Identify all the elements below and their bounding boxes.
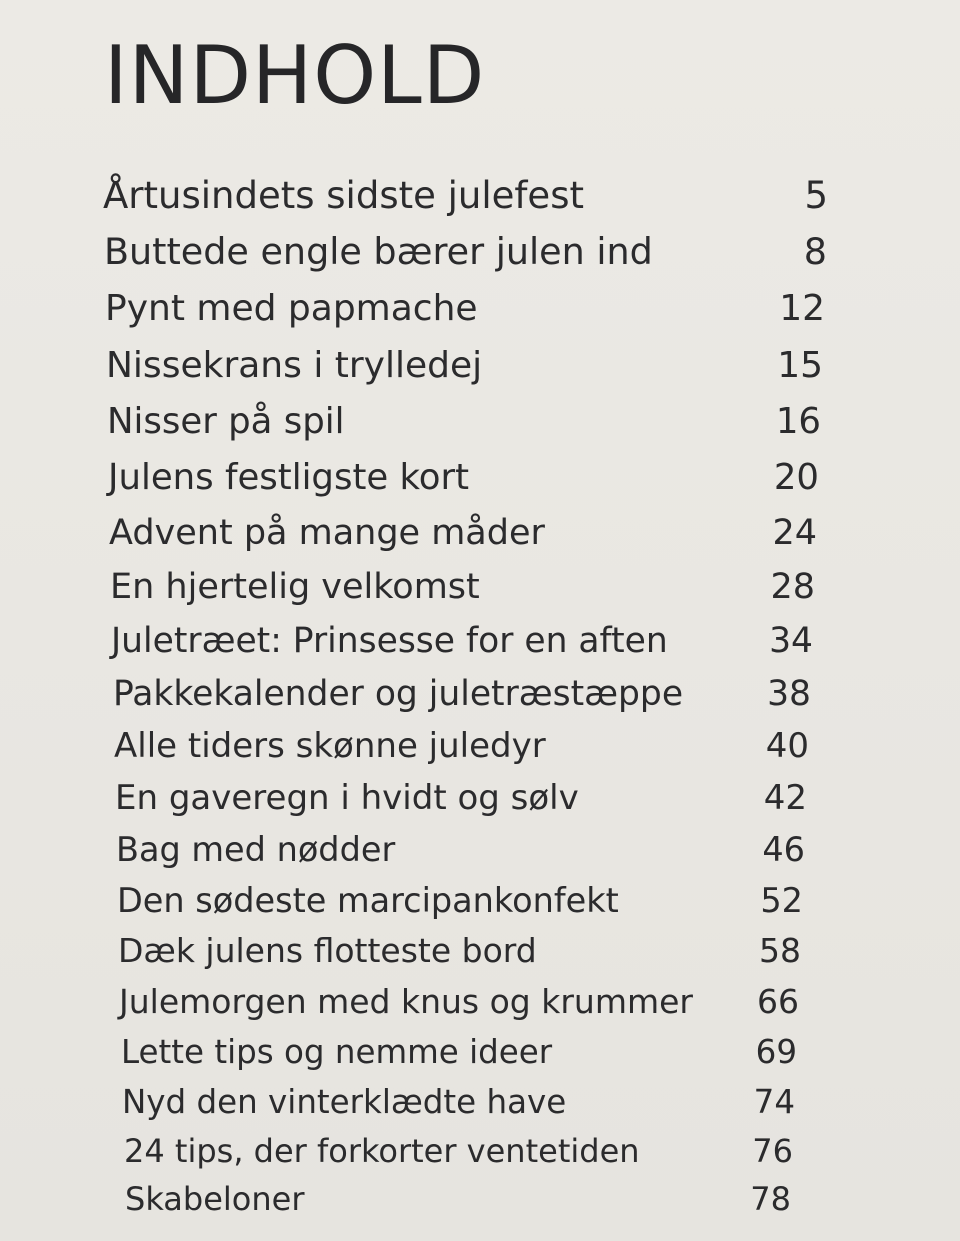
toc-entry-title: Pakkekalender og juletræstæppe <box>113 674 684 714</box>
toc-entry-title: Bag med nødder <box>116 830 396 869</box>
toc-entry-title: Juletræet: Prinsesse for en aften <box>111 621 668 661</box>
toc-entry-page-number: 52 <box>760 881 803 920</box>
toc-entry-page-number: 15 <box>777 345 823 386</box>
toc-entry-page-number: 58 <box>759 931 801 970</box>
toc-entry-page-number: 74 <box>753 1083 795 1121</box>
toc-entry-title: Årtusindets sidste julefest <box>103 174 584 217</box>
toc-entry-page-number: 12 <box>779 288 825 329</box>
toc-entry-page-number: 20 <box>773 457 819 498</box>
toc-entry-title: 24 tips, der forkorter ventetiden <box>124 1132 640 1170</box>
toc-entry-title: Nisser på spil <box>107 401 345 442</box>
toc-entry-title: Pynt med papmache <box>105 288 478 329</box>
toc-entry-page-number: 78 <box>750 1180 791 1218</box>
toc-entry-title: Nissekrans i trylledej <box>106 345 483 386</box>
toc-entry-page-number: 66 <box>757 982 799 1021</box>
toc-entry-title: Den sødeste marcipankonfekt <box>117 881 619 920</box>
toc-entry-page-number: 8 <box>803 230 827 273</box>
toc-entry-title: Alle tiders skønne juledyr <box>114 726 546 766</box>
toc-entry-page-number: 28 <box>770 567 815 607</box>
toc-entry-page-number: 24 <box>772 513 817 553</box>
toc-entry-page-number: 16 <box>775 401 821 442</box>
toc-entry-title: Julens festligste kort <box>108 457 470 498</box>
toc-entry-page-number: 42 <box>763 778 807 818</box>
toc-entry-title: Julemorgen med knus og krummer <box>119 982 693 1021</box>
toc-entry-title: Nyd den vinterklædte have <box>122 1083 567 1121</box>
toc-entry-page-number: 5 <box>804 174 828 217</box>
page-title: INDHOLD <box>104 29 486 122</box>
toc-entry-page-number: 40 <box>765 726 809 766</box>
toc-entry-title: Lette tips og nemme ideer <box>121 1033 553 1071</box>
toc-entry-title: En gaveregn i hvidt og sølv <box>115 778 579 818</box>
toc-entry-title: Buttede engle bærer julen ind <box>104 230 653 273</box>
toc-entry-page-number: 46 <box>762 830 805 869</box>
toc-entry-page-number: 76 <box>752 1132 793 1170</box>
toc-entry-title: Advent på mange måder <box>109 513 545 553</box>
toc-entry-page-number: 38 <box>767 674 811 714</box>
toc-entry-title: Skabeloner <box>125 1180 305 1218</box>
toc-entry-page-number: 34 <box>769 621 813 661</box>
toc-entry-page-number: 69 <box>755 1033 797 1071</box>
toc-entry-title: En hjertelig velkomst <box>110 567 480 607</box>
toc-entry-title: Dæk julens flotteste bord <box>118 931 537 970</box>
